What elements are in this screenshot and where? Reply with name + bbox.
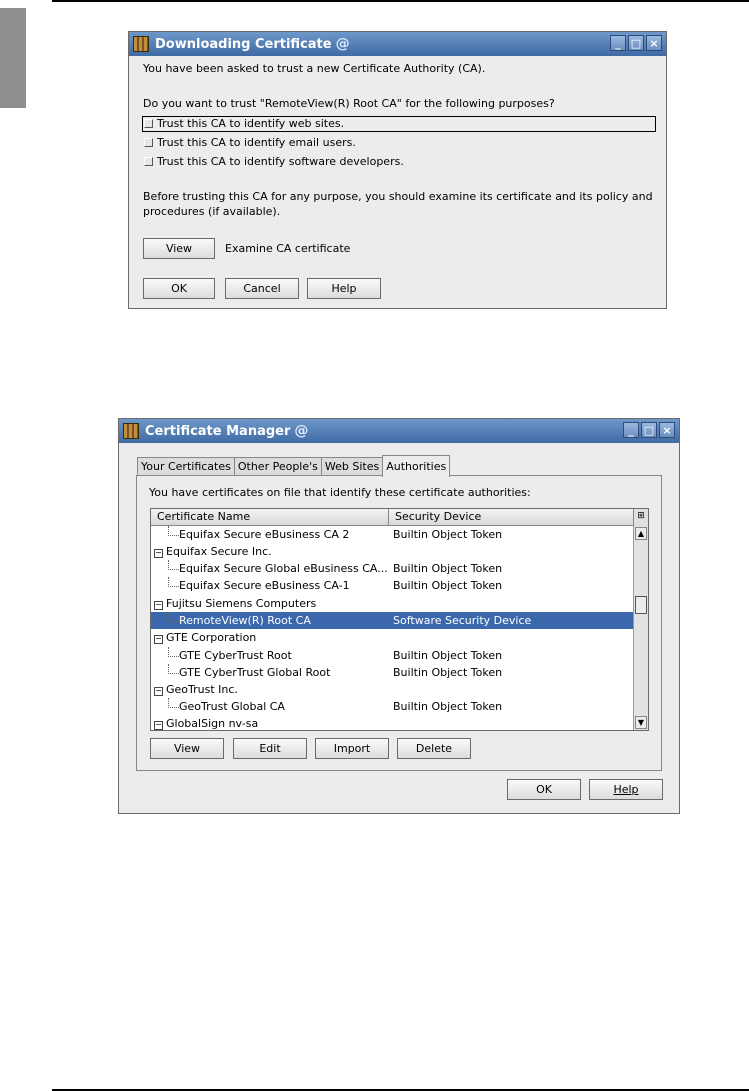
collapse-icon[interactable]: − — [155, 634, 162, 643]
ok-button[interactable]: OK — [507, 779, 581, 800]
security-device — [389, 595, 393, 612]
collapse-icon[interactable]: − — [155, 600, 162, 609]
tab-authorities[interactable]: Authorities — [382, 455, 450, 477]
org-name: Equifax Secure Inc. — [166, 545, 272, 558]
security-device — [389, 629, 393, 646]
tree-row[interactable] — [151, 664, 635, 681]
tree-header — [151, 509, 635, 526]
checkbox-icon — [144, 157, 153, 166]
trust-software-developers-checkbox[interactable] — [144, 155, 404, 168]
view-certificate-button[interactable]: View — [143, 238, 215, 259]
app-icon — [123, 423, 139, 439]
downloading-certificate-dialog — [128, 31, 667, 309]
certificate-manager-dialog — [118, 418, 680, 814]
trust-web-sites-checkbox[interactable] — [144, 117, 344, 130]
tree-row[interactable] — [151, 595, 635, 612]
help-button[interactable]: Help — [307, 278, 381, 299]
intro-text: You have been asked to trust a new Certificate Authority (CA). — [143, 62, 486, 75]
tree-row[interactable] — [151, 577, 635, 594]
ok-button[interactable]: OK — [143, 278, 215, 299]
tab-other-peoples[interactable]: Other People's — [234, 457, 322, 476]
tab-strip — [137, 454, 449, 476]
tree-row[interactable] — [151, 715, 635, 731]
collapse-icon[interactable]: − — [155, 686, 162, 695]
swirl-icon: @ — [294, 423, 309, 439]
window-title: Certificate Manager — [145, 423, 291, 439]
cert-name: GTE CyberTrust Global Root — [179, 666, 331, 679]
trust-email-users-checkbox[interactable] — [144, 136, 356, 149]
tree-branch-line — [168, 612, 179, 622]
cert-name: GeoTrust Global CA — [179, 700, 285, 713]
view-description: Examine CA certificate — [225, 242, 351, 255]
cert-name: Equifax Secure eBusiness CA-1 — [179, 579, 350, 592]
cert-name: Equifax Secure eBusiness CA 2 — [179, 528, 350, 541]
advice-text-line2: procedures (if available). — [143, 205, 281, 218]
window-title: Downloading Certificate — [155, 36, 332, 52]
authorities-panel — [136, 475, 662, 771]
close-icon[interactable]: × — [659, 422, 675, 438]
scroll-thumb[interactable] — [635, 596, 647, 614]
side-thumb-tab — [0, 8, 26, 108]
security-device: Builtin Object Token — [393, 649, 503, 662]
collapse-icon[interactable]: − — [155, 548, 162, 557]
security-device: Builtin Object Token — [393, 579, 503, 592]
tree-row[interactable] — [151, 681, 635, 698]
column-picker-icon[interactable]: ⊞ — [633, 509, 648, 526]
minimize-icon[interactable]: _ — [610, 35, 626, 51]
edit-button[interactable]: Edit — [233, 738, 307, 759]
swirl-icon: @ — [335, 36, 350, 52]
scroll-down-icon[interactable]: ▼ — [635, 716, 647, 729]
org-name: Fujitsu Siemens Computers — [166, 597, 317, 610]
certificate-tree[interactable] — [150, 508, 649, 731]
tree-row[interactable] — [151, 647, 635, 664]
advice-text-line1: Before trusting this CA for any purpose, you should examine its certificate and its policy and — [143, 190, 653, 203]
close-icon[interactable]: × — [646, 35, 662, 51]
page-top-rule — [52, 0, 749, 2]
cert-name: Equifax Secure Global eBusiness CA... — [179, 562, 388, 575]
security-device — [389, 715, 393, 731]
import-button[interactable]: Import — [315, 738, 389, 759]
checkbox-icon — [144, 138, 153, 147]
tree-branch-line — [168, 577, 179, 587]
minimize-icon[interactable]: _ — [623, 422, 639, 438]
tree-row[interactable] — [151, 698, 635, 715]
title-bar[interactable] — [119, 419, 679, 443]
title-bar[interactable] — [129, 32, 666, 56]
vertical-scrollbar[interactable] — [633, 526, 648, 730]
security-device: Software Security Device — [393, 614, 532, 627]
security-device — [389, 543, 393, 560]
cert-name: RemoteView(R) Root CA — [179, 614, 311, 627]
tab-web-sites[interactable]: Web Sites — [321, 457, 383, 476]
question-text: Do you want to trust "RemoteView(R) Root CA" for the following purposes? — [143, 97, 555, 110]
tree-row-selected[interactable] — [151, 612, 635, 629]
tree-branch-line — [168, 698, 179, 708]
tab-your-certificates[interactable]: Your Certificates — [137, 457, 235, 476]
org-name: GlobalSign nv-sa — [166, 717, 259, 730]
security-device: Builtin Object Token — [393, 666, 503, 679]
cancel-button[interactable]: Cancel — [225, 278, 299, 299]
tree-branch-line — [168, 526, 179, 536]
option-label: Trust this CA to identify email users. — [157, 136, 356, 149]
scroll-up-icon[interactable]: ▲ — [635, 527, 647, 540]
view-button[interactable]: View — [150, 738, 224, 759]
org-name: GTE Corporation — [166, 631, 257, 644]
panel-description: You have certificates on file that identify these certificate authorities: — [149, 486, 531, 499]
tree-row[interactable] — [151, 543, 635, 560]
cert-name: GTE CyberTrust Root — [179, 649, 292, 662]
security-device: Builtin Object Token — [393, 562, 503, 575]
tree-branch-line — [168, 647, 179, 657]
delete-button[interactable]: Delete — [397, 738, 471, 759]
checkbox-icon — [144, 119, 153, 128]
tree-branch-line — [168, 560, 179, 570]
tree-branch-line — [168, 664, 179, 674]
collapse-icon[interactable]: − — [155, 720, 162, 729]
security-device: Builtin Object Token — [393, 528, 503, 541]
tree-row[interactable] — [151, 526, 635, 543]
tree-row[interactable] — [151, 629, 635, 646]
security-device — [389, 681, 393, 698]
tree-row[interactable] — [151, 560, 635, 577]
maximize-icon[interactable]: □ — [641, 422, 657, 438]
option-label: Trust this CA to identify software developers. — [157, 155, 404, 168]
maximize-icon[interactable]: □ — [628, 35, 644, 51]
column-security-device[interactable]: Security Device — [389, 509, 635, 525]
help-button[interactable]: Help — [589, 779, 663, 800]
app-icon — [133, 36, 149, 52]
org-name: GeoTrust Inc. — [166, 683, 238, 696]
option-label: Trust this CA to identify web sites. — [157, 117, 345, 130]
column-certificate-name[interactable]: Certificate Name — [151, 509, 389, 525]
security-device: Builtin Object Token — [393, 700, 503, 713]
